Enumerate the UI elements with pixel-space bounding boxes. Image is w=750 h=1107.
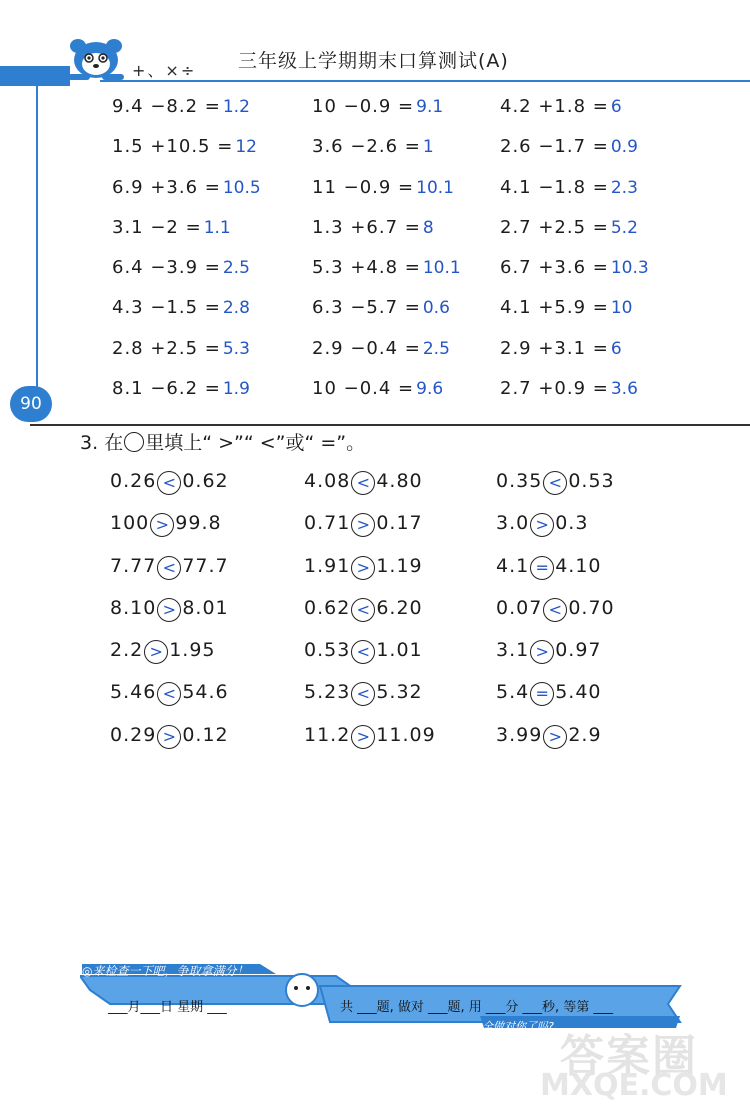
comparison-sign: >	[351, 556, 375, 580]
comparison-item	[110, 724, 229, 749]
left-number: 0.62	[304, 596, 351, 619]
comparison-sign: <	[157, 471, 181, 495]
comparison-sign: <	[351, 640, 375, 664]
comparison-sign: <	[157, 682, 181, 706]
page-title: 三年级上学期期末口算测试(A)	[238, 50, 509, 72]
left-number: 5.46	[110, 681, 157, 704]
right-number: 54.6	[182, 681, 229, 704]
handwritten-answer: 10.3	[610, 258, 649, 279]
comparison-sign: >	[530, 513, 554, 537]
arithmetic-item	[312, 338, 450, 359]
question-text: 2.9 +3.1 =	[500, 337, 609, 359]
comparison-item	[110, 512, 222, 537]
arithmetic-item	[312, 257, 461, 278]
comparison-row	[0, 597, 750, 639]
comparison-sign: >	[157, 725, 181, 749]
left-number: 5.23	[304, 681, 351, 704]
question-text: 3.1 −2 =	[112, 216, 202, 238]
right-number: 6.20	[376, 596, 423, 619]
operator-symbols: +、×÷	[132, 61, 197, 80]
section-title-post: 里填上“ >”“ <”或“ =”。	[145, 432, 366, 454]
comparison-item	[110, 639, 216, 664]
comparison-sign: <	[157, 556, 181, 580]
comparison-item	[496, 639, 602, 664]
arithmetic-item	[500, 338, 622, 359]
arithmetic-item	[500, 378, 638, 399]
question-text: 2.9 −0.4 =	[312, 337, 421, 359]
section-3-title	[80, 428, 365, 455]
arithmetic-item	[112, 297, 250, 318]
comparison-item	[110, 470, 229, 495]
comparison-item	[496, 681, 602, 706]
left-number: 2.2	[110, 639, 144, 662]
handwritten-answer: 3.6	[610, 379, 638, 400]
right-number: 4.80	[376, 470, 423, 492]
comparison-item	[304, 597, 423, 622]
comparison-item	[304, 555, 423, 580]
left-number: 4.1	[496, 554, 530, 577]
arithmetic-item	[112, 217, 231, 238]
question-text: 6.4 −3.9 =	[112, 257, 221, 279]
mascot-icon	[66, 34, 126, 82]
comparison-row	[0, 681, 750, 723]
handwritten-answer: 0.9	[610, 137, 638, 158]
arithmetic-item	[312, 297, 450, 318]
left-number: 0.71	[304, 512, 351, 535]
question-text: 1.3 +6.7 =	[312, 216, 421, 238]
arithmetic-item	[112, 96, 250, 117]
arithmetic-item	[312, 177, 454, 198]
comparison-sign: =	[530, 682, 554, 706]
right-number: 0.97	[555, 639, 602, 662]
left-number: 0.35	[496, 470, 543, 492]
right-number: 1.01	[376, 639, 423, 662]
left-number: 3.0	[496, 512, 530, 535]
right-number: 11.09	[376, 723, 436, 746]
comparison-item	[304, 470, 423, 495]
comparison-sign: >	[150, 513, 174, 537]
section-title-pre: 在	[104, 432, 124, 454]
comparison-item	[110, 597, 229, 622]
handwritten-answer: 8	[422, 217, 434, 238]
question-text: 5.3 +4.8 =	[312, 257, 421, 279]
left-number: 0.26	[110, 470, 157, 492]
comparison-sign: <	[351, 598, 375, 622]
header-accent-bar	[0, 66, 70, 86]
arithmetic-item	[312, 217, 434, 238]
section-divider	[30, 424, 750, 426]
comparison-row	[0, 512, 750, 554]
comparison-sign: >	[351, 725, 375, 749]
arithmetic-item	[112, 136, 257, 157]
question-text: 2.6 −1.7 =	[500, 136, 609, 158]
comparison-row	[0, 724, 750, 766]
right-number: 2.9	[568, 723, 602, 746]
footer-score-line: 共 ___题, 做对 ___题, 用 ___分 ___秒, 等第 ___	[340, 1000, 613, 1015]
arithmetic-item	[500, 217, 638, 238]
comparison-sign: <	[351, 682, 375, 706]
comparison-sign: <	[351, 471, 375, 495]
footer-date-line: ___月___日 星期 ___	[108, 1000, 227, 1015]
handwritten-answer: 10.1	[416, 177, 454, 198]
left-number: 1.91	[304, 554, 351, 577]
arithmetic-item	[112, 378, 250, 399]
comparison-item	[304, 639, 423, 664]
question-text: 3.6 −2.6 =	[312, 136, 421, 158]
arithmetic-row	[0, 136, 750, 176]
handwritten-answer: 2.5	[222, 258, 250, 279]
comparison-sign: >	[351, 513, 375, 537]
arithmetic-item	[112, 257, 250, 278]
comparison-item	[496, 724, 602, 749]
arithmetic-item	[112, 177, 261, 198]
handwritten-answer: 1.1	[203, 217, 231, 238]
comparison-item	[304, 724, 436, 749]
comparison-item	[110, 555, 229, 580]
arithmetic-row	[0, 378, 750, 418]
handwritten-answer: 0.6	[422, 298, 450, 319]
right-number: 77.7	[182, 554, 229, 577]
comparison-sign: >	[530, 640, 554, 664]
right-number: 1.95	[169, 639, 216, 662]
comparison-item	[496, 512, 588, 537]
question-text: 6.7 +3.6 =	[500, 257, 609, 279]
arithmetic-item	[312, 378, 443, 399]
arithmetic-item	[112, 338, 250, 359]
handwritten-answer: 10	[610, 298, 633, 319]
arithmetic-item	[500, 136, 638, 157]
question-text: 6.9 +3.6 =	[112, 176, 221, 198]
left-number: 8.10	[110, 596, 157, 619]
handwritten-answer: 9.6	[416, 379, 444, 400]
comparison-row	[0, 555, 750, 597]
arithmetic-item	[500, 297, 633, 318]
handwritten-answer: 12	[235, 137, 257, 158]
arithmetic-item	[312, 136, 434, 157]
question-text: 4.1 −1.8 =	[500, 176, 609, 198]
arithmetic-item	[500, 257, 649, 278]
right-number: 0.53	[568, 470, 615, 492]
handwritten-answer: 2.3	[610, 177, 638, 198]
question-text: 2.8 +2.5 =	[112, 337, 221, 359]
question-text: 4.1 +5.9 =	[500, 297, 609, 319]
handwritten-answer: 1.2	[222, 97, 250, 117]
question-text: 2.7 +0.9 =	[500, 378, 609, 400]
handwritten-answer: 5.2	[610, 217, 638, 238]
right-number: 0.17	[376, 512, 423, 535]
comparison-item	[496, 470, 615, 495]
arithmetic-row	[0, 257, 750, 297]
question-text: 10 −0.9 =	[312, 96, 415, 117]
question-text: 6.3 −5.7 =	[312, 297, 421, 319]
left-number: 0.29	[110, 723, 157, 746]
right-number: 0.62	[182, 470, 229, 492]
right-number: 99.8	[175, 512, 222, 535]
left-number: 7.77	[110, 554, 157, 577]
left-number: 100	[110, 512, 150, 535]
handwritten-answer: 6	[610, 97, 622, 117]
handwritten-answer: 10.1	[422, 258, 461, 279]
handwritten-answer: 9.1	[416, 97, 444, 117]
circle-symbol-icon	[124, 432, 144, 452]
header-rule	[100, 80, 750, 82]
question-text: 9.4 −8.2 =	[112, 96, 221, 117]
arithmetic-row	[0, 338, 750, 378]
comparison-sign: <	[543, 598, 567, 622]
handwritten-answer: 10.5	[222, 177, 261, 198]
comparison-sign: >	[144, 640, 168, 664]
right-number: 0.12	[182, 723, 229, 746]
right-number: 4.10	[555, 554, 602, 577]
right-number: 0.70	[568, 596, 615, 619]
question-text: 4.3 −1.5 =	[112, 297, 221, 319]
question-text: 11 −0.9 =	[312, 176, 415, 198]
left-number: 0.53	[304, 639, 351, 662]
footer-bottom-text: 全做对你了吗?	[482, 1020, 554, 1033]
arithmetic-grid	[0, 96, 750, 418]
comparison-item	[496, 555, 602, 580]
handwritten-answer: 6	[610, 338, 622, 359]
handwritten-answer: 5.3	[222, 338, 250, 359]
comparison-sign: =	[530, 556, 554, 580]
right-number: 0.3	[555, 512, 589, 535]
comparison-sign: <	[543, 471, 567, 495]
arithmetic-item	[312, 96, 443, 117]
arithmetic-row	[0, 96, 750, 136]
right-number: 1.19	[376, 554, 423, 577]
arithmetic-row	[0, 217, 750, 257]
comparison-row	[0, 639, 750, 681]
comparison-sign: >	[157, 598, 181, 622]
handwritten-answer: 2.8	[222, 298, 250, 319]
left-number: 0.07	[496, 596, 543, 619]
left-number: 3.1	[496, 639, 530, 662]
comparison-item	[304, 681, 423, 706]
left-number: 5.4	[496, 681, 530, 704]
comparison-grid	[0, 470, 750, 766]
comparison-sign: >	[543, 725, 567, 749]
footer-tagline: ◎来检查一下吧，争取拿满分！	[82, 964, 249, 978]
section-number: 3.	[80, 432, 99, 454]
right-number: 5.32	[376, 681, 423, 704]
arithmetic-row	[0, 297, 750, 337]
question-text: 8.1 −6.2 =	[112, 378, 221, 400]
right-number: 5.40	[555, 681, 602, 704]
comparison-item	[304, 512, 423, 537]
left-number: 11.2	[304, 723, 351, 746]
arithmetic-item	[500, 96, 622, 117]
handwritten-answer: 2.5	[422, 338, 450, 359]
arithmetic-item	[500, 177, 638, 198]
handwritten-answer: 1	[422, 137, 434, 158]
right-number: 8.01	[182, 596, 229, 619]
comparison-item	[110, 681, 229, 706]
question-text: 2.7 +2.5 =	[500, 216, 609, 238]
handwritten-answer: 1.9	[222, 379, 250, 400]
comparison-item	[496, 597, 615, 622]
question-text: 4.2 +1.8 =	[500, 96, 609, 117]
arithmetic-row	[0, 177, 750, 217]
question-text: 10 −0.4 =	[312, 378, 415, 400]
comparison-row	[0, 470, 750, 512]
watermark-site: MXQE.COM	[540, 1068, 728, 1103]
left-number: 3.99	[496, 723, 543, 746]
page-number: 90	[10, 386, 52, 422]
question-text: 1.5 +10.5 =	[112, 136, 234, 158]
left-number: 4.08	[304, 470, 351, 492]
watermark-logo: 答案圈	[560, 1031, 698, 1082]
